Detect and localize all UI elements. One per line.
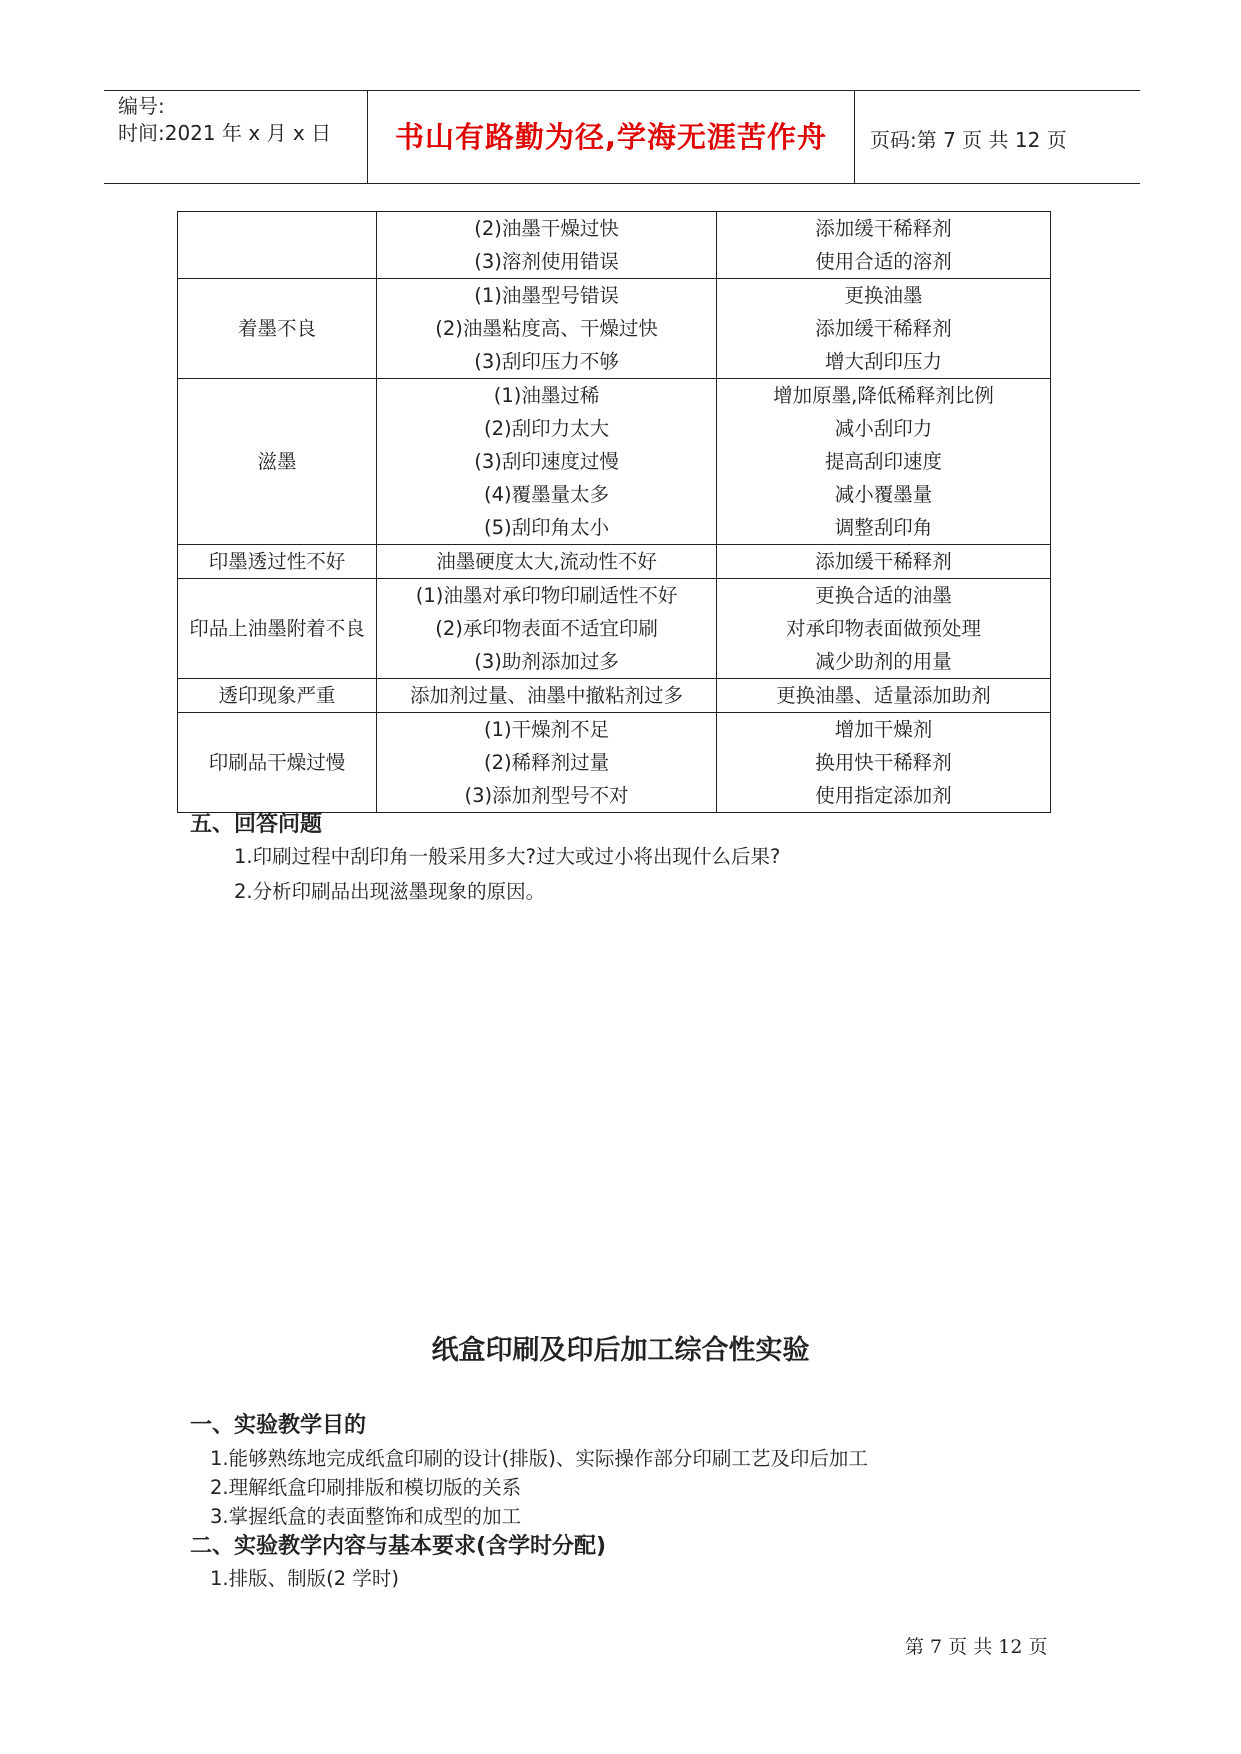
solution-cell [716, 545, 1050, 579]
header-left [118, 93, 331, 147]
cause-line: 油墨硬度太大,流动性不好 [436, 550, 657, 573]
experiment-title: 纸盒印刷及印后加工综合性实验 [431, 1335, 810, 1366]
solution-line: 添加缓干稀释剂 [815, 550, 952, 573]
solution-line: 添加缓干稀释剂 [815, 217, 952, 240]
solution-line: 减少助剂的用量 [815, 650, 952, 673]
problem-cell: 印墨透过性不好 [178, 545, 377, 579]
solution-line: 更换油墨、适量添加助剂 [776, 684, 991, 707]
cause-cell [377, 212, 717, 279]
solution-cell [716, 713, 1050, 813]
time-label: 时间:2021 年 x 月 x 日 [118, 121, 332, 145]
problem-cell: 透印现象严重 [178, 679, 377, 713]
solution-cell [716, 279, 1050, 379]
problem-cell: 印刷品干燥过慢 [178, 713, 377, 813]
cause-line: (3)添加剂型号不对 [464, 784, 629, 807]
solution-line: 更换油墨 [844, 284, 923, 307]
list-item: 2.理解纸盒印刷排版和模切版的关系 [210, 1476, 522, 1499]
cause-line: (4)覆墨量太多 [483, 483, 610, 506]
solution-cell [716, 679, 1050, 713]
cause-line: (1)油墨对承印物印刷适性不好 [415, 584, 678, 607]
fault-table [177, 211, 1051, 813]
cause-line: (2)稀释剂过量 [483, 751, 610, 774]
cause-cell [377, 279, 717, 379]
table-row [178, 279, 1051, 379]
table-row [178, 379, 1051, 545]
section-title: 二、实验教学内容与基本要求(含学时分配) [190, 1534, 607, 1559]
cause-line: (2)刮印力太大 [483, 417, 610, 440]
solution-line: 调整刮印角 [834, 516, 933, 539]
cause-line: (1)油墨过稀 [493, 384, 600, 407]
list-item: 1.排版、制版(2 学时) [210, 1567, 399, 1590]
cause-cell [377, 579, 717, 679]
solution-cell [716, 579, 1050, 679]
cause-cell [377, 713, 717, 813]
solution-line: 增大刮印压力 [824, 350, 942, 373]
solution-line: 添加缓干稀释剂 [815, 317, 952, 340]
table-row [178, 679, 1051, 713]
cause-line: (1)油墨型号错误 [474, 284, 619, 307]
header-motto: 书山有路勤为径,学海无涯苦作舟 [394, 120, 828, 154]
cause-cell [377, 379, 717, 545]
list-item: 1.能够熟练地完成纸盒印刷的设计(排版)、实际操作部分印刷工艺及印后加工 [210, 1447, 868, 1470]
cause-line: (3)助剂添加过多 [474, 650, 619, 673]
problem-cell: 滋墨 [178, 379, 377, 545]
page-footer: 第 7 页 共 12 页 [905, 1636, 1048, 1658]
cause-cell [377, 679, 717, 713]
list-item: 3.掌握纸盒的表面整饰和成型的加工 [210, 1505, 522, 1528]
table-row [178, 579, 1051, 679]
header-page-code: 页码:第 7 页 共 12 页 [870, 128, 1067, 152]
table-row [178, 212, 1051, 279]
cause-line: (1)干燥剂不足 [483, 718, 610, 741]
cause-line: (2)油墨干燥过快 [474, 217, 619, 240]
question-item: 1.印刷过程中刮印角一般采用多大?过大或过小将出现什么后果? [234, 845, 781, 868]
cause-line: (3)刮印压力不够 [474, 350, 619, 373]
page-header [104, 90, 1140, 184]
solution-line: 换用快干稀释剂 [815, 751, 952, 774]
table-row [178, 545, 1051, 579]
problem-cell [178, 212, 377, 279]
solution-line: 更换合适的油墨 [815, 584, 952, 607]
cause-line: (5)刮印角太小 [483, 516, 610, 539]
solution-line: 使用合适的溶剂 [815, 250, 952, 273]
question-item: 2.分析印刷品出现滋墨现象的原因。 [234, 880, 546, 903]
solution-line: 减小刮印力 [834, 417, 933, 440]
table-row [178, 713, 1051, 813]
solution-line: 提高刮印速度 [824, 450, 942, 473]
solution-line: 增加原墨,降低稀释剂比例 [773, 384, 994, 407]
cause-line: (2)油墨粘度高、干燥过快 [435, 317, 658, 340]
section-title: 五、回答问题 [190, 812, 323, 837]
cause-cell [377, 545, 717, 579]
cause-line: 添加剂过量、油墨中撤粘剂过多 [410, 684, 684, 707]
cause-line: (3)溶剂使用错误 [474, 250, 619, 273]
solution-cell [716, 212, 1050, 279]
section-title: 一、实验教学目的 [190, 1413, 367, 1438]
cause-line: (2)承印物表面不适宜印刷 [435, 617, 658, 640]
header-divider [854, 91, 855, 183]
solution-cell [716, 379, 1050, 545]
problem-cell: 着墨不良 [178, 279, 377, 379]
cause-line: (3)刮印速度过慢 [474, 450, 619, 473]
problem-cell: 印品上油墨附着不良 [178, 579, 377, 679]
solution-line: 对承印物表面做预处理 [785, 617, 981, 640]
solution-line: 减小覆墨量 [834, 483, 933, 506]
number-label: 编号: [118, 94, 165, 118]
solution-line: 增加干燥剂 [834, 718, 933, 741]
solution-line: 使用指定添加剂 [815, 784, 952, 807]
